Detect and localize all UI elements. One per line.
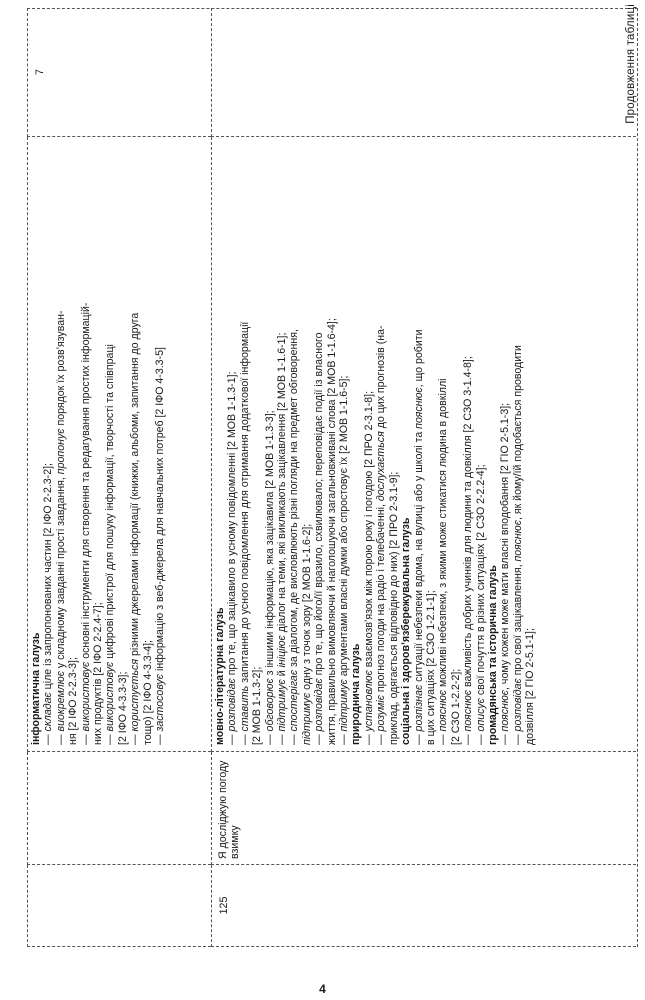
- outcome-line: [450, 143, 462, 745]
- outcome-verb: використовує: [104, 661, 117, 732]
- outcome-text: —: [313, 731, 326, 745]
- outcome-text: з іншими інформацію, яка зацікавила [2 МОВ 1-1.3-3];: [263, 410, 276, 679]
- outcome-verb: описує: [474, 698, 487, 732]
- outcomes-table: [27, 8, 638, 947]
- outcome-text: інформацію з веб-джерела для навчальних потреб [2 ІФО 4-3.3-5]: [154, 347, 167, 674]
- outcome-text: різними джерелами інформації (книжки, альбоми, запитання до друга: [129, 312, 142, 659]
- outcome-text: приклад, одягається відповідно до них) [2 ПРО 2-3.1-9];: [387, 471, 400, 745]
- outcome-line: [55, 143, 67, 745]
- outcome-text: [2 ІФО 4-3.3-3];: [116, 671, 129, 745]
- outcome-line: [413, 143, 425, 745]
- outcome-verb: виокремлює: [54, 671, 67, 732]
- outcome-text: свої почуття в різних ситуаціях [2 СЗО 2-2.2-4];: [474, 464, 487, 699]
- outcome-line: [375, 143, 387, 745]
- outcome-line: [388, 143, 400, 745]
- outcome-text: важливість добрих учинків для людини та довкілля [2 СЗО 3-1.4-8];: [462, 356, 475, 690]
- outcome-text: —: [238, 731, 251, 745]
- page-number: 4: [319, 982, 326, 996]
- outcome-line: [338, 143, 350, 745]
- outcome-verb: підтримує: [300, 692, 313, 745]
- outcome-text: —: [129, 731, 142, 745]
- outcome-text: , як йому/їй подобається проводити: [511, 345, 524, 521]
- outcome-text: запитання до усного повідомлення для отримання додаткової інформації: [238, 321, 251, 686]
- outcome-text: —: [474, 731, 487, 745]
- outcome-verb: пояснює: [412, 387, 425, 429]
- page-reference-cell: [211, 8, 636, 137]
- outcome-text: —: [499, 731, 512, 745]
- outcome-text: аргументами власні думки або спростовує їх [2 МОВ 1-1.6-5];: [338, 375, 351, 680]
- subject-area-heading: громадянська та історична галузь: [486, 565, 499, 745]
- outcome-text: —: [154, 731, 167, 745]
- outcome-line: [512, 143, 524, 745]
- outcome-line: [363, 143, 375, 745]
- outcome-line: [425, 143, 437, 745]
- outcome-text: —: [79, 731, 92, 745]
- outcome-line: [462, 143, 474, 745]
- table-continuation-caption: Продовження таблиці: [625, 4, 637, 124]
- outcome-verb: пояснює: [462, 689, 475, 732]
- outcome-text: —: [462, 731, 475, 745]
- outcome-text: можливі небезпеки, з якими може стикатися людина в довкіллі: [437, 378, 450, 690]
- outcome-line: [129, 143, 141, 745]
- outcome-line: [524, 143, 536, 745]
- page-reference-cell: 7: [27, 8, 211, 137]
- subject-area-heading: соціальна і здоров’язбережувальна галузь: [400, 517, 413, 745]
- outcome-text: діалог на теми, які викликають зацікавлення [2 МОВ 1-1.6-1];: [276, 332, 289, 636]
- outcome-line: [313, 143, 325, 745]
- outcome-text: —: [54, 731, 67, 745]
- outcome-verb: розповідає: [313, 678, 326, 732]
- rotated-table-wrapper: [27, 8, 638, 947]
- outcome-text: дозвілля [2 ГІО 2-5.1-1];: [524, 628, 537, 745]
- outcome-line: [276, 143, 288, 745]
- outcome-line: [437, 143, 449, 745]
- outcome-text: прогноз погоди на радіо і телебаченні,: [375, 501, 388, 696]
- outcome-text: ня [2 ІФО 2-2.3-3];: [67, 657, 80, 745]
- outcome-text: ціле із запропонованих частин [2 ІФО 2-2.3-2];: [42, 463, 55, 693]
- outcome-text: —: [412, 731, 425, 745]
- outcome-line: [154, 143, 166, 745]
- outcome-line: [80, 143, 92, 745]
- outcome-text: —: [437, 731, 450, 745]
- outcome-text: одну з точок зору [2 МОВ 1-1.6-2];: [300, 523, 313, 693]
- outcome-text: —: [263, 731, 276, 745]
- outcome-verb: підтримує: [276, 679, 289, 732]
- outcome-text: тощо) [2 ІФО 4-3.3-4];: [141, 640, 154, 745]
- outcome-text: —: [511, 731, 524, 745]
- outcome-line: [104, 143, 116, 745]
- outcome-text: про свої зацікавлення,: [511, 561, 524, 679]
- outcome-text: , чому кожен може мати власні вподобання [2 ГІО 2-5.1-3];: [499, 402, 512, 690]
- lesson-title-cell: Я досліджую погоду взимку: [211, 752, 636, 865]
- outcome-text: —: [276, 731, 289, 745]
- outcome-verb: пояснює: [499, 689, 512, 732]
- outcome-text: —: [375, 731, 388, 745]
- lesson-number-cell: [27, 865, 211, 947]
- outcome-text: —: [104, 731, 117, 745]
- outcome-verb: підтримує: [338, 679, 351, 732]
- outcome-line: [67, 143, 79, 745]
- outcome-text: про те, що його/її вразило, схвилювало; переповідає події із власного: [313, 332, 326, 679]
- outcome-line: [226, 143, 238, 745]
- outcome-line: [92, 143, 104, 745]
- outcome-verb: розповідає: [226, 678, 239, 732]
- outcome-text: основні інструменти для створення та редагування простих інформацій-: [79, 302, 92, 662]
- outcome-verb: ставить: [238, 685, 251, 732]
- outcome-verb: використовує: [79, 661, 92, 732]
- outcome-line: [117, 143, 129, 745]
- outcome-text: взаємозв’язок між порою року і погодою [2 ПРО 2-3.1-8];: [362, 390, 375, 671]
- outcome-line: [326, 143, 338, 745]
- outcome-text: —: [362, 731, 375, 745]
- outcome-line: [264, 143, 276, 745]
- outcome-verb: пояснює: [437, 689, 450, 732]
- outcome-verb: розпізнає: [412, 684, 425, 732]
- lesson-title-cell: [27, 752, 211, 865]
- outcome-verb: пояснює: [511, 520, 524, 562]
- outcome-verb: складає: [42, 692, 55, 732]
- outcome-verb: спостерігає: [288, 669, 301, 732]
- outcome-verb: розповідає: [511, 678, 524, 732]
- outcome-line: [301, 143, 313, 745]
- outcome-text: у складному завданні прості завдання,: [54, 474, 67, 672]
- outcome-text: [2 СЗО 1-2.2-2];: [449, 668, 462, 745]
- outcome-text: про те, що зацікавило в усному повідомленні [2 МОВ 1-1.3-1];: [226, 371, 239, 679]
- outcome-verb: дослухається: [375, 431, 388, 502]
- outcome-line: [251, 143, 263, 745]
- outcome-text: цифрові пристрої для пошуку інформації, творчості та співпраці: [104, 344, 117, 662]
- subject-area-heading: мовно-літературна галузь: [214, 607, 226, 745]
- outcome-text: —: [42, 731, 55, 745]
- outcome-text: них продуктів [2 ІФО 2-2.4-7];: [92, 602, 105, 745]
- outcome-text: в цих ситуаціях [2 СЗО 1-2.1-1];: [424, 590, 437, 745]
- outcome-verb: застосовує: [154, 673, 167, 732]
- lesson-number-cell: 125: [211, 865, 636, 947]
- outcome-verb: розуміє: [375, 695, 388, 732]
- outcome-text: —: [226, 731, 239, 745]
- outcome-line: [42, 143, 54, 745]
- outcome-line: [288, 143, 300, 745]
- outcome-verb: обговорює: [263, 678, 276, 732]
- outcome-text: життя, правильно вимовляючи й наголошуючи загальновживані слова [2 МОВ 1-1.6-4];: [325, 318, 338, 745]
- outcome-text: —: [338, 731, 351, 745]
- outcome-text: —: [288, 731, 301, 745]
- subject-area-heading: природнича галузь: [350, 643, 363, 745]
- outcomes-cell: [27, 137, 211, 752]
- outcome-text: , що робити: [412, 329, 425, 388]
- outcome-text: [2 МОВ 1-1.3-2];: [251, 666, 264, 745]
- outcome-verb: пропонує: [54, 428, 67, 475]
- outcome-text: порядок їх розв’язуван-: [54, 310, 67, 429]
- outcome-text: ситуації небезпеки вдома, на вулиці або у школі та: [412, 428, 425, 685]
- outcome-line: [239, 143, 251, 745]
- outcome-text: до цих прогнозів (на-: [375, 325, 388, 432]
- outcome-line: [142, 143, 154, 745]
- outcome-verb: установлює: [362, 670, 375, 732]
- outcome-line: [499, 143, 511, 745]
- outcome-text: за діалогом, де висловлюють різні погляди на предмет обговорення,: [288, 329, 301, 670]
- outcomes-cell: [211, 137, 636, 752]
- subject-area-heading: інформатична галузь: [30, 632, 42, 745]
- outcome-text: й: [276, 667, 289, 680]
- outcome-line: [475, 143, 487, 745]
- outcome-verb: користується: [129, 658, 142, 732]
- outcome-verb: ініціює: [276, 635, 289, 668]
